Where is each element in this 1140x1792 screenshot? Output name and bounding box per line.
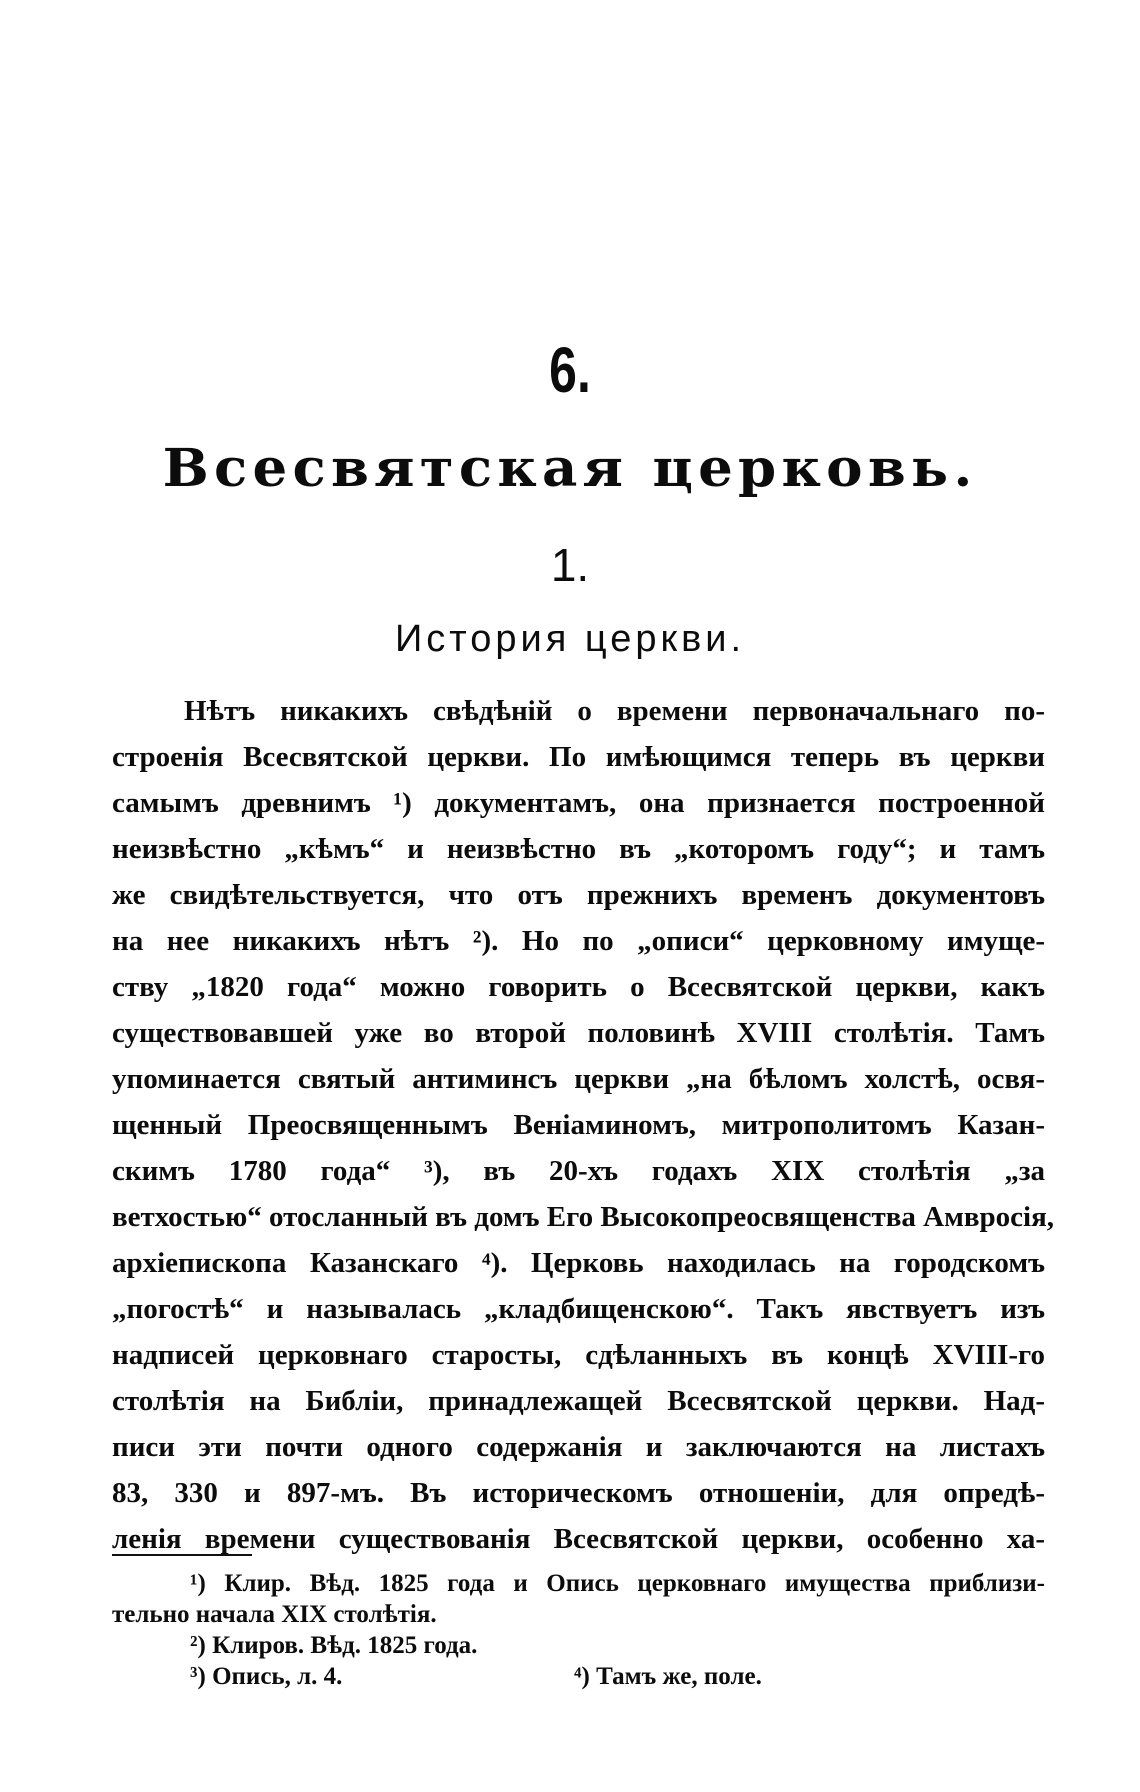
body-line: строенія Всесвятской церкви. По имѣющимся теперь въ церкви xyxy=(112,741,1045,773)
body-line: „погостѣ“ и называлась „кладбищенскою“. Такъ явствуетъ изъ xyxy=(112,1293,1045,1325)
footnote-row-3-4 xyxy=(112,1661,1045,1692)
chapter-title-text: Всесвятская церковь. xyxy=(162,438,978,499)
body-line: ветхостью“ отосланный въ домъ Его Высокопреосвященства Амвросія, xyxy=(112,1201,1055,1233)
chapter-title xyxy=(0,438,1140,499)
body-line: столѣтія на Библіи, принадлежащей Всесвятской церкви. Над- xyxy=(112,1385,1045,1417)
body-line: щенный Преосвященнымъ Веніаминомъ, митрополитомъ Казан- xyxy=(112,1109,1045,1141)
footnote-divider xyxy=(112,1554,252,1556)
section-number: 1. xyxy=(550,539,590,591)
body-line: архіепископа Казанскаго ⁴). Церковь находилась на городскомъ xyxy=(112,1247,1045,1279)
body-line: неизвѣстно „кѣмъ“ и неизвѣстно въ „которомъ году“; и тамъ xyxy=(112,833,1045,865)
body-line: ству „1820 года“ можно говорить о Всесвятской церкви, какъ xyxy=(112,971,1045,1003)
body-line: ленія времени существованія Всесвятской церкви, особенно ха- xyxy=(112,1523,1045,1555)
body-line: писи эти почти одного содержанія и заключаются на листахъ xyxy=(112,1431,1045,1463)
body-line: существовавшей уже во второй половинѣ XVIII столѣтія. Тамъ xyxy=(112,1017,1045,1049)
section-title: История церкви. xyxy=(394,618,746,660)
body-line: надписей церковнаго старосты, сдѣланныхъ въ концѣ XVIII-го xyxy=(112,1339,1045,1371)
body-line: же свидѣтельствуется, что отъ прежнихъ временъ документовъ xyxy=(112,879,1045,911)
body-line: 83, 330 и 897-мъ. Въ историческомъ отношеніи, для опредѣ- xyxy=(112,1477,1045,1509)
footnote-4: ⁴) Тамъ же, поле. xyxy=(574,1663,762,1690)
body-line: упоминается святый антиминсъ церкви „на бѣломъ холстѣ, освя- xyxy=(112,1063,1045,1095)
footnote-2: ²) Клиров. Вѣд. 1825 года. xyxy=(190,1632,478,1659)
footnote-3: ³) Опись, л. 4. xyxy=(190,1663,343,1690)
body-line: скимъ 1780 года“ ³), въ 20-хъ годахъ XIX столѣтія „за xyxy=(112,1155,1045,1187)
footnote-1-line-1: ¹) Клир. Вѣд. 1825 года и Опись церковнаго имущества приблизи- xyxy=(190,1570,1045,1597)
body-line: самымъ древнимъ ¹) документамъ, она признается построенной xyxy=(112,787,1045,819)
chapter-number: 6. xyxy=(549,334,591,406)
footnote-1-line-2: тельно начала XIX столѣтія. xyxy=(112,1601,437,1628)
body-line: Нѣтъ никакихъ свѣдѣній о времени первоначальнаго по- xyxy=(184,695,1045,727)
body-line: на нее никакихъ нѣтъ ²). Но по „описи“ церковному имуще- xyxy=(112,925,1045,957)
body-text xyxy=(112,688,1055,1562)
footnotes xyxy=(112,1568,1045,1692)
